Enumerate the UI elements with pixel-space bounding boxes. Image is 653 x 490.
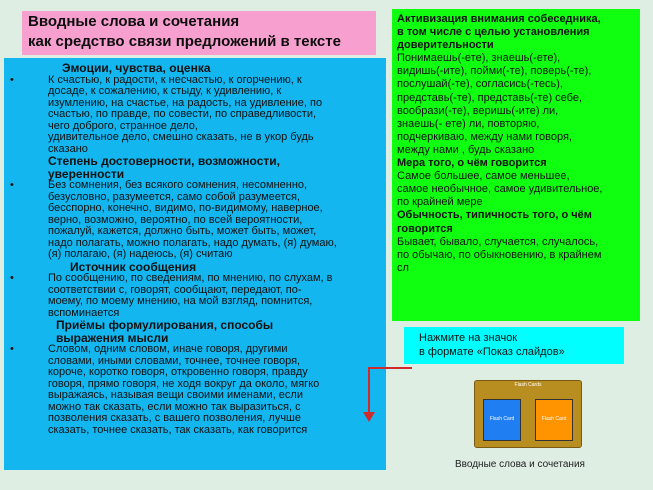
text-line: Самое большее, самое меньшее, — [397, 170, 570, 183]
list-item — [10, 75, 382, 156]
heading-typicality-1: Обычность, типичность того, о чём — [397, 209, 592, 222]
text-line: моему, по моему мнению, на мой взгляд, помнится, — [48, 295, 313, 307]
section-heading-certainty-1: Степень достоверности, возможности, — [48, 154, 280, 168]
section-heading-formulation-2: выражения мысли — [56, 330, 169, 345]
section-heading-source: Источник сообщения — [70, 259, 197, 274]
title-line-1: Вводные слова и сочетания — [28, 13, 240, 30]
arrow-down-icon — [363, 412, 375, 422]
text-line: сл — [397, 261, 409, 274]
text-line: Бывает, бывало, случается, случалось, — [397, 235, 599, 248]
title-line-2: как средство связи предложений в тексте — [28, 33, 341, 50]
text-line: (я) полагаю, (я) надеюсь, (я) считаю — [48, 248, 233, 260]
text-line: изумлению, на счастье, на радость, на удивление, по — [48, 96, 323, 109]
text-line: по крайней мере — [397, 196, 483, 209]
text-line: безусловно, разумеется, само собой разумеется, — [48, 190, 300, 203]
section-list-certainty — [10, 180, 382, 261]
section-heading-certainty-2: уверенности — [48, 166, 125, 181]
section-heading-formulation-1: Приёмы формулирования, способы — [56, 318, 274, 332]
text-line: По сообщению, по сведениям, по мнению, по слухам, в — [48, 272, 333, 284]
text-line: можно так сказать, если можно так выразиться, с — [48, 400, 301, 413]
heading-attention-3: доверительности — [397, 39, 494, 52]
note-line-2: в формате «Показ слайдов» — [419, 346, 565, 358]
text-line: позволения сказать, с вашего позволения, лучше — [48, 412, 301, 424]
text-line: выражаясь, называя вещи своими именами, если — [48, 389, 303, 401]
text-line: верно, возможно, вероятно, по всей вероятности, — [48, 213, 303, 226]
text-line: надо полагать, можно полагать, надо думать, (я) думаю, — [48, 236, 337, 249]
text-line: послушай(-те), согласись(-тесь), — [397, 78, 563, 91]
text-line: короче, коротко говоря, откровенно говоря, правду — [48, 366, 308, 378]
section-list-formulation — [10, 344, 382, 436]
text-line: вспоминается — [48, 306, 120, 319]
text-line: говоря, прямо говоря, не ходя вокруг да около, мягко — [48, 377, 320, 390]
heading-typicality-2: говорится — [397, 222, 453, 235]
text-line: между нами , будь сказано — [397, 143, 535, 156]
slideshow-thumbnail-icon[interactable] — [474, 380, 582, 448]
text-line: бесспорно, конечно, видимо, по-видимому, наверное, — [48, 202, 323, 214]
list-item — [10, 344, 382, 436]
bullet: • — [10, 343, 14, 355]
text-line: удивительное дело, смешно сказать, не в укор будь — [48, 131, 314, 143]
text-line: знаешь(- ете) ли, повторяю, — [397, 117, 540, 130]
left-panel — [4, 58, 386, 470]
text-line: самое необычное, самое удивительное, — [397, 183, 603, 196]
text-line: досаде, к сожалению, к стыду, к удивлению, к — [48, 85, 282, 97]
text-line: вообрази(-те), веришь(-ите) ли, — [397, 104, 559, 117]
text-line: подчеркиваю, между нами говоря, — [397, 130, 572, 143]
list-item — [10, 273, 382, 319]
right-panel — [392, 9, 640, 321]
flash-card-button-blue[interactable]: Flash Card — [483, 399, 521, 441]
instruction-note — [404, 327, 624, 364]
text-line: соответствии с, говорят, сообщают, передают, по- — [48, 283, 302, 296]
flash-card-button-orange[interactable]: Flash Card — [535, 399, 573, 441]
text-line: видишь(-ите), пойми(-те), поверь(-те), — [397, 65, 592, 78]
text-line: чего доброго, странное дело, — [48, 119, 198, 132]
text-line: пожалуй, кажется, должно быть, может быть, может, — [48, 225, 317, 237]
text-line: счастью, по правде, по совести, по справедливости, — [48, 108, 317, 120]
bullet: • — [10, 272, 14, 284]
thumbnail-caption: Вводные слова и сочетания — [455, 459, 585, 470]
text-line: Без сомнения, без всякого сомнения, несомненно, — [48, 179, 308, 191]
bullet: • — [10, 73, 14, 86]
list-item — [10, 180, 382, 261]
section-list-source — [10, 273, 382, 319]
note-line-1: Нажмите на значок — [419, 332, 518, 344]
text-line: сказать, точнее сказать, так сказать, как говорится — [48, 423, 308, 436]
thumbnail-title: Flash Cards — [514, 382, 542, 388]
text-line: Словом, одним словом, иначе говоря, другими — [48, 343, 288, 355]
arrow-vertical — [368, 367, 370, 415]
text-line: сказано — [48, 142, 88, 155]
text-line: представь(-те), представь(-те) себе, — [397, 91, 583, 104]
text-line: К счастью, к радости, к несчастью, к огорчению, к — [48, 73, 302, 86]
text-line: словами, иными словами, точнее, точнее говоря, — [48, 354, 301, 367]
slide-title — [22, 11, 376, 55]
heading-attention-1: Активизация внимания собеседника, — [397, 13, 601, 25]
heading-attention-2: в том числе с целью установления — [397, 26, 590, 39]
arrow-horizontal — [368, 367, 412, 369]
section-heading-emotions: Эмоции, чувства, оценка — [62, 61, 211, 75]
bullet: • — [10, 179, 14, 191]
text-line: по обычаю, по обыкновению, в крайнем — [397, 248, 602, 261]
text-line: Понимаешь(-ете), знаешь(-ете), — [397, 52, 561, 65]
heading-measure: Мера того, о чём говорится — [397, 157, 547, 170]
section-list-emotions — [10, 75, 382, 156]
